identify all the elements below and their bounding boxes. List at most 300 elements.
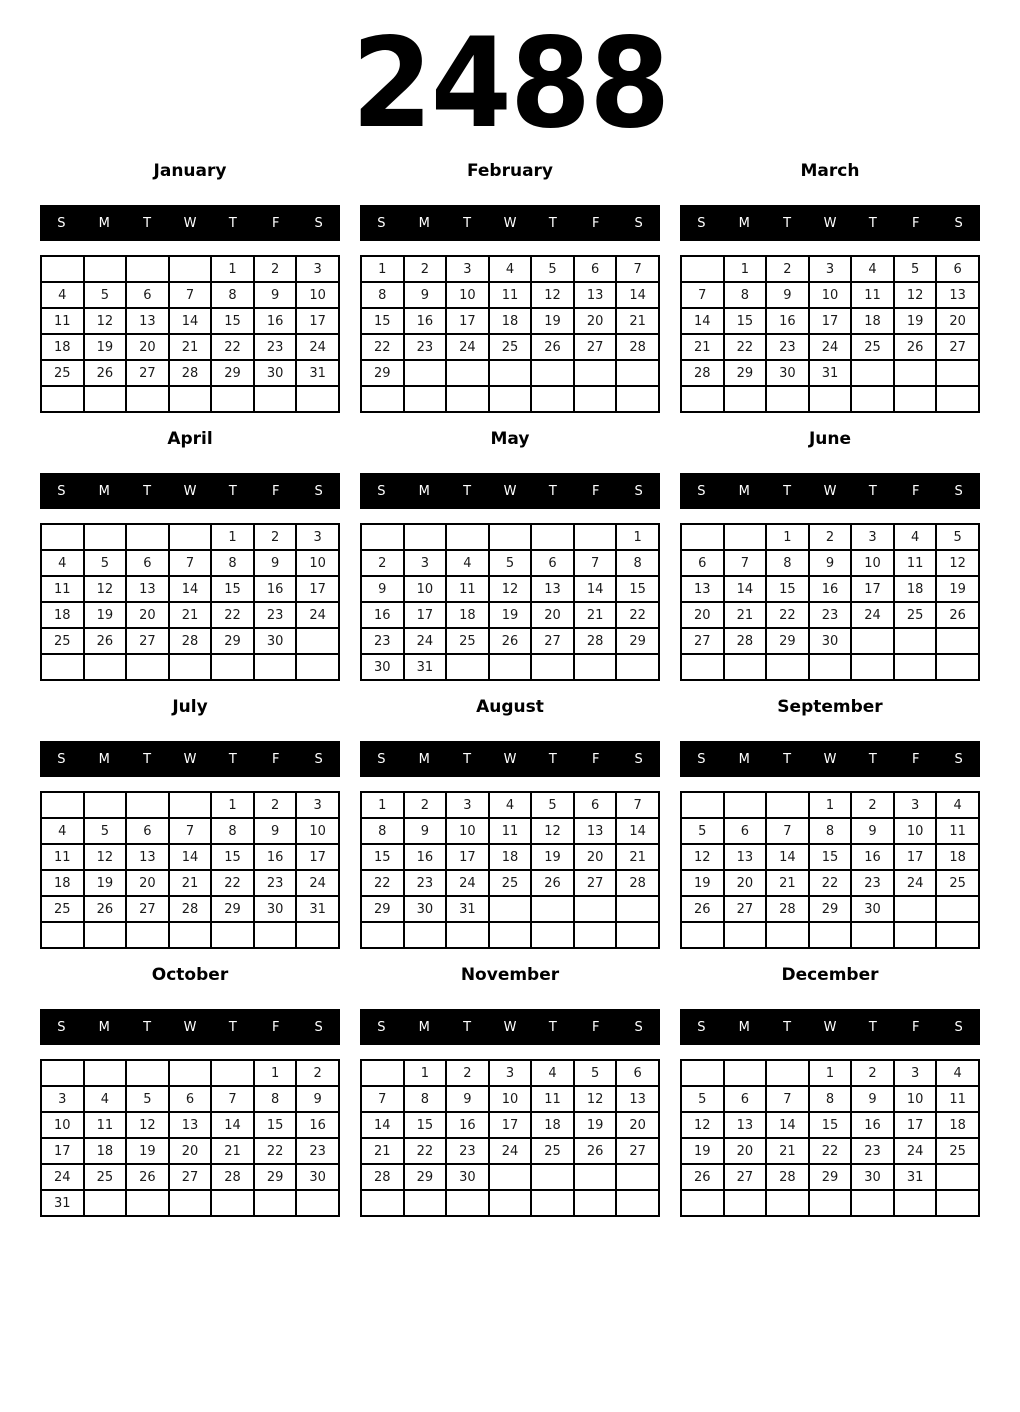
empty-day-cell bbox=[84, 1190, 127, 1216]
day-cell: 9 bbox=[254, 818, 297, 844]
weekday-header-cell: T bbox=[783, 751, 792, 767]
day-cell: 16 bbox=[404, 844, 447, 870]
empty-day-cell bbox=[681, 1060, 724, 1086]
day-cell: 10 bbox=[446, 282, 489, 308]
day-cell: 20 bbox=[724, 870, 767, 896]
day-cell: 23 bbox=[254, 602, 297, 628]
day-cell: 16 bbox=[766, 308, 809, 334]
weekday-header-bar bbox=[360, 741, 660, 777]
empty-day-cell bbox=[851, 1190, 894, 1216]
weekday-header-cell: S bbox=[634, 1019, 643, 1035]
empty-day-cell bbox=[446, 1190, 489, 1216]
month-title: April bbox=[167, 429, 213, 449]
empty-day-cell bbox=[41, 792, 84, 818]
weekday-header-cell: S bbox=[377, 483, 386, 499]
month-days-body bbox=[361, 1060, 659, 1216]
empty-day-cell bbox=[681, 524, 724, 550]
day-cell: 21 bbox=[169, 334, 212, 360]
day-cell: 19 bbox=[126, 1138, 169, 1164]
day-cell: 13 bbox=[126, 576, 169, 602]
day-cell: 29 bbox=[809, 1164, 852, 1190]
empty-day-cell bbox=[724, 922, 767, 948]
empty-day-cell bbox=[41, 386, 84, 412]
empty-day-cell bbox=[361, 524, 404, 550]
day-cell: 19 bbox=[84, 870, 127, 896]
day-cell: 18 bbox=[531, 1112, 574, 1138]
weekday-header-cell: S bbox=[57, 1019, 66, 1035]
day-cell: 29 bbox=[211, 628, 254, 654]
day-cell: 12 bbox=[894, 282, 937, 308]
weekday-header-bar bbox=[360, 473, 660, 509]
day-cell: 8 bbox=[809, 818, 852, 844]
day-cell: 1 bbox=[361, 256, 404, 282]
day-cell: 28 bbox=[574, 628, 617, 654]
weekday-header-cell: T bbox=[868, 751, 877, 767]
day-cell: 28 bbox=[766, 896, 809, 922]
weekday-header-cell: S bbox=[954, 751, 963, 767]
empty-day-cell bbox=[766, 1060, 809, 1086]
month-days-table bbox=[680, 1059, 980, 1217]
empty-day-cell bbox=[489, 1164, 532, 1190]
weekday-header-cell: F bbox=[911, 215, 920, 231]
day-cell: 28 bbox=[681, 360, 724, 386]
day-cell: 7 bbox=[574, 550, 617, 576]
day-cell: 30 bbox=[851, 1164, 894, 1190]
weekday-header-cell: S bbox=[634, 215, 643, 231]
day-cell: 14 bbox=[361, 1112, 404, 1138]
week-row bbox=[681, 818, 979, 844]
day-cell: 31 bbox=[296, 360, 339, 386]
day-cell: 26 bbox=[84, 360, 127, 386]
day-cell: 15 bbox=[766, 576, 809, 602]
day-cell: 27 bbox=[126, 628, 169, 654]
week-row bbox=[681, 524, 979, 550]
empty-day-cell bbox=[169, 1190, 212, 1216]
empty-day-cell bbox=[894, 654, 937, 680]
week-row bbox=[681, 334, 979, 360]
empty-day-cell bbox=[361, 1190, 404, 1216]
month-days-body bbox=[361, 792, 659, 948]
weekday-header-cell: S bbox=[697, 215, 706, 231]
week-row bbox=[681, 308, 979, 334]
day-cell: 17 bbox=[851, 576, 894, 602]
day-cell: 23 bbox=[254, 334, 297, 360]
week-row bbox=[361, 524, 659, 550]
day-cell: 2 bbox=[851, 1060, 894, 1086]
day-cell: 30 bbox=[296, 1164, 339, 1190]
week-row bbox=[361, 360, 659, 386]
day-cell: 13 bbox=[724, 1112, 767, 1138]
empty-day-cell bbox=[489, 922, 532, 948]
week-row bbox=[681, 1164, 979, 1190]
day-cell: 9 bbox=[851, 818, 894, 844]
empty-day-cell bbox=[724, 792, 767, 818]
day-cell: 6 bbox=[169, 1086, 212, 1112]
day-cell: 20 bbox=[616, 1112, 659, 1138]
empty-day-cell bbox=[169, 256, 212, 282]
month-block bbox=[360, 964, 660, 1217]
day-cell: 22 bbox=[809, 870, 852, 896]
weekday-header-cell: M bbox=[418, 215, 430, 231]
day-cell: 13 bbox=[574, 282, 617, 308]
day-cell: 10 bbox=[809, 282, 852, 308]
day-cell: 26 bbox=[126, 1164, 169, 1190]
empty-day-cell bbox=[616, 360, 659, 386]
empty-day-cell bbox=[446, 922, 489, 948]
week-row bbox=[41, 282, 339, 308]
day-cell: 10 bbox=[296, 282, 339, 308]
weekday-header-cell: M bbox=[98, 1019, 110, 1035]
month-days-body bbox=[681, 524, 979, 680]
weekday-header-cell: F bbox=[591, 483, 600, 499]
day-cell: 17 bbox=[489, 1112, 532, 1138]
day-cell: 25 bbox=[489, 870, 532, 896]
empty-day-cell bbox=[894, 386, 937, 412]
day-cell: 20 bbox=[681, 602, 724, 628]
empty-day-cell bbox=[211, 922, 254, 948]
month-block bbox=[40, 964, 340, 1217]
week-row bbox=[361, 1060, 659, 1086]
empty-day-cell bbox=[851, 386, 894, 412]
day-cell: 23 bbox=[361, 628, 404, 654]
week-row bbox=[681, 386, 979, 412]
day-cell: 13 bbox=[531, 576, 574, 602]
empty-day-cell bbox=[574, 524, 617, 550]
month-title: February bbox=[466, 161, 554, 181]
day-cell: 22 bbox=[254, 1138, 297, 1164]
day-cell: 5 bbox=[489, 550, 532, 576]
day-cell: 19 bbox=[936, 576, 979, 602]
empty-day-cell bbox=[681, 654, 724, 680]
day-cell: 5 bbox=[531, 792, 574, 818]
day-cell: 21 bbox=[766, 870, 809, 896]
month-days-body bbox=[41, 256, 339, 412]
empty-day-cell bbox=[766, 922, 809, 948]
day-cell: 5 bbox=[84, 282, 127, 308]
day-cell: 7 bbox=[169, 282, 212, 308]
day-cell: 8 bbox=[616, 550, 659, 576]
day-cell: 2 bbox=[404, 792, 447, 818]
week-row bbox=[41, 576, 339, 602]
day-cell: 14 bbox=[169, 844, 212, 870]
day-cell: 10 bbox=[894, 1086, 937, 1112]
weekday-header-cell: S bbox=[954, 1019, 963, 1035]
day-cell: 30 bbox=[254, 360, 297, 386]
day-cell: 21 bbox=[766, 1138, 809, 1164]
weekday-header-cell: W bbox=[503, 483, 517, 499]
empty-day-cell bbox=[254, 654, 297, 680]
day-cell: 24 bbox=[404, 628, 447, 654]
week-row bbox=[681, 792, 979, 818]
day-cell: 29 bbox=[616, 628, 659, 654]
weekday-header-cell: T bbox=[143, 215, 152, 231]
month-block bbox=[680, 964, 980, 1217]
day-cell: 9 bbox=[404, 282, 447, 308]
week-row bbox=[361, 1164, 659, 1190]
day-cell: 20 bbox=[126, 870, 169, 896]
day-cell: 7 bbox=[169, 818, 212, 844]
day-cell: 7 bbox=[211, 1086, 254, 1112]
day-cell: 17 bbox=[296, 844, 339, 870]
day-cell: 9 bbox=[766, 282, 809, 308]
day-cell: 25 bbox=[489, 334, 532, 360]
month-block bbox=[680, 160, 980, 413]
month-block bbox=[360, 160, 660, 413]
day-cell: 18 bbox=[41, 870, 84, 896]
day-cell: 23 bbox=[446, 1138, 489, 1164]
empty-day-cell bbox=[211, 654, 254, 680]
empty-day-cell bbox=[296, 1190, 339, 1216]
day-cell: 14 bbox=[169, 576, 212, 602]
day-cell: 16 bbox=[254, 576, 297, 602]
day-cell: 9 bbox=[361, 576, 404, 602]
day-cell: 23 bbox=[404, 334, 447, 360]
week-row bbox=[681, 576, 979, 602]
weekday-header-cell: T bbox=[548, 1019, 557, 1035]
weekday-header-cell: S bbox=[377, 1019, 386, 1035]
month-days-body bbox=[681, 1060, 979, 1216]
day-cell: 21 bbox=[616, 844, 659, 870]
week-row bbox=[41, 1060, 339, 1086]
week-row bbox=[681, 870, 979, 896]
day-cell: 30 bbox=[254, 896, 297, 922]
week-row bbox=[681, 896, 979, 922]
week-row bbox=[681, 922, 979, 948]
empty-day-cell bbox=[894, 628, 937, 654]
week-row bbox=[361, 654, 659, 680]
weekday-header-bar bbox=[680, 1009, 980, 1045]
day-cell: 4 bbox=[936, 792, 979, 818]
day-cell: 22 bbox=[766, 602, 809, 628]
empty-day-cell bbox=[404, 524, 447, 550]
day-cell: 22 bbox=[211, 334, 254, 360]
week-row bbox=[681, 282, 979, 308]
day-cell: 2 bbox=[766, 256, 809, 282]
day-cell: 20 bbox=[724, 1138, 767, 1164]
day-cell: 15 bbox=[616, 576, 659, 602]
empty-day-cell bbox=[574, 654, 617, 680]
day-cell: 6 bbox=[126, 282, 169, 308]
month-days-body bbox=[681, 256, 979, 412]
day-cell: 15 bbox=[254, 1112, 297, 1138]
empty-day-cell bbox=[84, 792, 127, 818]
weekday-header-cell: T bbox=[548, 751, 557, 767]
weekday-header-cell: F bbox=[591, 751, 600, 767]
day-cell: 27 bbox=[936, 334, 979, 360]
empty-day-cell bbox=[489, 896, 532, 922]
day-cell: 7 bbox=[616, 256, 659, 282]
day-cell: 3 bbox=[894, 792, 937, 818]
day-cell: 10 bbox=[489, 1086, 532, 1112]
empty-day-cell bbox=[894, 922, 937, 948]
day-cell: 23 bbox=[766, 334, 809, 360]
day-cell: 14 bbox=[724, 576, 767, 602]
day-cell: 22 bbox=[809, 1138, 852, 1164]
day-cell: 23 bbox=[809, 602, 852, 628]
empty-day-cell bbox=[84, 922, 127, 948]
day-cell: 25 bbox=[84, 1164, 127, 1190]
day-cell: 7 bbox=[766, 1086, 809, 1112]
empty-day-cell bbox=[489, 386, 532, 412]
empty-day-cell bbox=[41, 922, 84, 948]
day-cell: 26 bbox=[84, 896, 127, 922]
day-cell: 2 bbox=[809, 524, 852, 550]
day-cell: 7 bbox=[169, 550, 212, 576]
weekday-header-bar bbox=[680, 473, 980, 509]
day-cell: 11 bbox=[936, 818, 979, 844]
day-cell: 13 bbox=[616, 1086, 659, 1112]
weekday-header-cell: S bbox=[314, 751, 323, 767]
empty-day-cell bbox=[894, 360, 937, 386]
day-cell: 19 bbox=[84, 602, 127, 628]
day-cell: 12 bbox=[84, 844, 127, 870]
day-cell: 24 bbox=[446, 870, 489, 896]
empty-day-cell bbox=[616, 1164, 659, 1190]
day-cell: 16 bbox=[404, 308, 447, 334]
day-cell: 17 bbox=[894, 844, 937, 870]
day-cell: 17 bbox=[809, 308, 852, 334]
empty-day-cell bbox=[851, 360, 894, 386]
day-cell: 7 bbox=[681, 282, 724, 308]
day-cell: 5 bbox=[894, 256, 937, 282]
day-cell: 17 bbox=[894, 1112, 937, 1138]
months-grid bbox=[0, 160, 1020, 1217]
day-cell: 28 bbox=[766, 1164, 809, 1190]
weekday-header-cell: F bbox=[271, 1019, 280, 1035]
day-cell: 2 bbox=[254, 792, 297, 818]
empty-day-cell bbox=[169, 1060, 212, 1086]
weekday-header-cell: S bbox=[954, 215, 963, 231]
day-cell: 14 bbox=[616, 818, 659, 844]
day-cell: 3 bbox=[41, 1086, 84, 1112]
empty-day-cell bbox=[574, 360, 617, 386]
day-cell: 12 bbox=[574, 1086, 617, 1112]
day-cell: 13 bbox=[169, 1112, 212, 1138]
day-cell: 7 bbox=[361, 1086, 404, 1112]
day-cell: 5 bbox=[84, 818, 127, 844]
month-title: March bbox=[800, 161, 860, 181]
day-cell: 8 bbox=[211, 282, 254, 308]
weekday-header-cell: F bbox=[271, 483, 280, 499]
week-row bbox=[681, 1190, 979, 1216]
empty-day-cell bbox=[41, 524, 84, 550]
day-cell: 26 bbox=[681, 896, 724, 922]
week-row bbox=[361, 334, 659, 360]
day-cell: 16 bbox=[851, 844, 894, 870]
day-cell: 17 bbox=[296, 308, 339, 334]
day-cell: 2 bbox=[296, 1060, 339, 1086]
week-row bbox=[361, 628, 659, 654]
day-cell: 4 bbox=[936, 1060, 979, 1086]
empty-day-cell bbox=[724, 1190, 767, 1216]
weekday-header-cell: T bbox=[868, 1019, 877, 1035]
weekday-header-cell: S bbox=[57, 751, 66, 767]
day-cell: 16 bbox=[809, 576, 852, 602]
day-cell: 2 bbox=[254, 256, 297, 282]
day-cell: 28 bbox=[169, 896, 212, 922]
empty-day-cell bbox=[936, 1164, 979, 1190]
day-cell: 15 bbox=[211, 308, 254, 334]
week-row bbox=[41, 334, 339, 360]
week-row bbox=[41, 896, 339, 922]
empty-day-cell bbox=[361, 386, 404, 412]
day-cell: 18 bbox=[489, 308, 532, 334]
day-cell: 3 bbox=[296, 792, 339, 818]
day-cell: 3 bbox=[489, 1060, 532, 1086]
day-cell: 20 bbox=[574, 308, 617, 334]
week-row bbox=[361, 844, 659, 870]
empty-day-cell bbox=[936, 628, 979, 654]
empty-day-cell bbox=[169, 524, 212, 550]
weekday-header-bar bbox=[40, 741, 340, 777]
empty-day-cell bbox=[254, 1190, 297, 1216]
day-cell: 31 bbox=[41, 1190, 84, 1216]
day-cell: 18 bbox=[894, 576, 937, 602]
month-title: January bbox=[153, 161, 227, 181]
day-cell: 11 bbox=[41, 308, 84, 334]
week-row bbox=[361, 386, 659, 412]
day-cell: 16 bbox=[254, 308, 297, 334]
day-cell: 19 bbox=[681, 870, 724, 896]
day-cell: 1 bbox=[766, 524, 809, 550]
weekday-header-cell: M bbox=[738, 751, 750, 767]
day-cell: 6 bbox=[936, 256, 979, 282]
week-row bbox=[361, 550, 659, 576]
day-cell: 26 bbox=[531, 334, 574, 360]
weekday-header-cell: S bbox=[634, 751, 643, 767]
empty-day-cell bbox=[681, 922, 724, 948]
empty-day-cell bbox=[446, 386, 489, 412]
day-cell: 23 bbox=[404, 870, 447, 896]
empty-day-cell bbox=[41, 654, 84, 680]
week-row bbox=[41, 524, 339, 550]
day-cell: 16 bbox=[296, 1112, 339, 1138]
empty-day-cell bbox=[766, 792, 809, 818]
weekday-header-cell: M bbox=[418, 483, 430, 499]
month-days-table bbox=[40, 523, 340, 681]
month-days-table bbox=[360, 1059, 660, 1217]
day-cell: 8 bbox=[404, 1086, 447, 1112]
day-cell: 10 bbox=[41, 1112, 84, 1138]
empty-day-cell bbox=[531, 896, 574, 922]
day-cell: 15 bbox=[404, 1112, 447, 1138]
week-row bbox=[361, 1190, 659, 1216]
day-cell: 20 bbox=[126, 334, 169, 360]
weekday-header-cell: M bbox=[738, 483, 750, 499]
empty-day-cell bbox=[681, 1190, 724, 1216]
month-block bbox=[360, 696, 660, 949]
month-block bbox=[40, 160, 340, 413]
empty-day-cell bbox=[809, 1190, 852, 1216]
day-cell: 4 bbox=[894, 524, 937, 550]
empty-day-cell bbox=[531, 524, 574, 550]
weekday-header-cell: M bbox=[738, 215, 750, 231]
day-cell: 14 bbox=[169, 308, 212, 334]
empty-day-cell bbox=[724, 1060, 767, 1086]
week-row bbox=[41, 628, 339, 654]
weekday-header-cell: F bbox=[271, 215, 280, 231]
day-cell: 9 bbox=[404, 818, 447, 844]
day-cell: 5 bbox=[936, 524, 979, 550]
weekday-header-cell: T bbox=[463, 215, 472, 231]
day-cell: 8 bbox=[361, 818, 404, 844]
empty-day-cell bbox=[41, 256, 84, 282]
empty-day-cell bbox=[404, 1190, 447, 1216]
empty-day-cell bbox=[446, 524, 489, 550]
day-cell: 20 bbox=[574, 844, 617, 870]
empty-day-cell bbox=[574, 922, 617, 948]
day-cell: 10 bbox=[404, 576, 447, 602]
